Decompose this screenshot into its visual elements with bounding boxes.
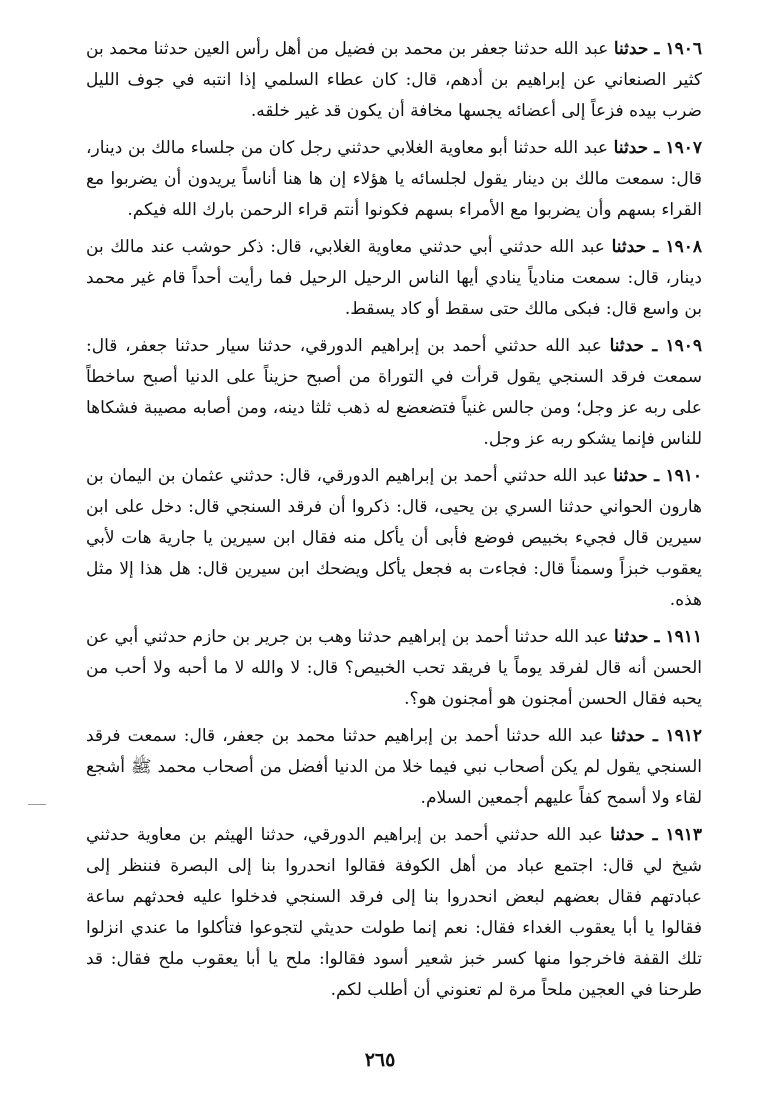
paragraph-text: عبد الله حدثنا أبو معاوية الغلابي حدثني رجل كان من جلساء مالك بن دينار، قال: سمعت مالك بن دينار يقول لجلسائه يا هؤلاء إن ها هنا أناساً يريدون أن يضربوا مع القراء بسهم وأن يضربوا مع الأمراء بسهم فكونوا أنتم قراء الرحمن بارك الله فيكم. — [86, 138, 702, 220]
paragraph-number: ١٩١٢ — [665, 726, 702, 746]
paragraph-text: عبد الله حدثني أحمد بن إبراهيم الدورقي، قال: حدثني عثمان بن اليمان بن هارون الحواني حدثنا السري بن يحيى، قال: ذكروا أن فرقد السنجي قال: دخل على ابن سيرين قال فجيء بخبيص فوضع فأبى أن يأكل منه فقال ابن سيرين يا جارية هات لأبي يعقوب خبزاً وسمناً قال: فجاءت به فجعل يأكل ويضحك ابن سيرين قال: هل هذا إلا مثل هذه. — [86, 466, 702, 610]
paragraph-number: ١٩٠٦ — [665, 39, 702, 59]
margin-mark — [28, 804, 46, 805]
paragraph-number: ١٩٠٧ — [665, 138, 702, 158]
paragraph-number: ١٩٠٩ — [665, 336, 702, 356]
paragraph-dash: ـ — [644, 825, 666, 845]
paragraph-dash: ـ — [648, 39, 666, 59]
paragraph-1911 — [86, 622, 702, 715]
paragraph-dash: ـ — [648, 627, 666, 647]
paragraph-1912 — [86, 721, 702, 814]
paragraph-1906 — [86, 34, 702, 127]
paragraph-dash: ـ — [645, 726, 666, 746]
paragraph-text: عبد الله حدثنا جعفر بن محمد بن فضيل من أهل رأس العين حدثنا محمد بن كثير الصنعاني عن إبراهيم بن أدهم، قال: كان عطاء السلمي إذا انتبه في جوف الليل ضرب بيده فزعاً إلى أعضائه يجسها مخافة أن يكون قد غير خلقه. — [86, 39, 702, 121]
paragraph-1909 — [86, 331, 702, 455]
paragraph-text: عبد الله حدثني أحمد بن إبراهيم الدورقي، حدثنا سيار حدثنا جعفر، قال: سمعت فرقد السنجي يقول قرأت في التوراة من أصبح حزيناً على الدنيا أصبح ساخطاً على ربه عز وجل؛ ومن جالس غنياً فتضعضع له ذهب ثلثا دينه، ومن أصابه مصيبة فشكاها للناس فإنما يشكو ربه عز وجل. — [86, 336, 702, 449]
paragraph-text: عبد الله حدثني أبي حدثني معاوية الغلابي، قال: ذكر حوشب عند مالك بن دينار، قال: سمعت منادياً ينادي أيها الناس الرحيل الرحيل فما رأيت أحداً قام غير محمد بن واسع قال: فبكى مالك حتى سقط أو كاد يسقط. — [86, 237, 702, 319]
haddathana-keyword: حدثنا — [613, 466, 648, 486]
paragraph-text: عبد الله حدثنا أحمد بن إبراهيم حدثنا محمد بن جعفر، قال: سمعت فرقد السنجي يقول لم يكن أصحاب نبي فيما خلا من الدنيا أفضل من أصحاب محمد ﷺ أشجع لقاء ولا أسمح كفاً عليهم أجمعين السلام. — [86, 726, 702, 808]
paragraph-text: عبد الله حدثنا أحمد بن إبراهيم حدثنا وهب بن جرير بن حازم حدثني أبي عن الحسن أنه قال لفرقد يوماً يا فريقد تحب الخبيص؟ قال: لا والله لا ما أحبه ولا أحب من يحبه فقال الحسن أمجنون هو أمجنون هو؟. — [86, 627, 702, 709]
haddathana-keyword: حدثنا — [609, 336, 645, 356]
haddathana-keyword: حدثنا — [613, 39, 649, 59]
paragraph-number: ١٩١١ — [665, 627, 702, 647]
paragraph-1908 — [86, 232, 702, 325]
paragraph-1913 — [86, 820, 702, 1006]
paragraph-dash: ـ — [647, 466, 666, 486]
paragraph-1910 — [86, 461, 702, 616]
page-number: ٢٦٥ — [364, 1049, 396, 1071]
paragraph-number: ١٩١٠ — [665, 466, 702, 486]
paragraph-dash: ـ — [648, 138, 666, 158]
haddathana-keyword: حدثنا — [611, 237, 647, 257]
paragraph-number: ١٩٠٨ — [665, 237, 702, 257]
paragraph-number: ١٩١٣ — [665, 825, 702, 845]
haddathana-keyword: حدثنا — [613, 138, 649, 158]
paragraph-dash: ـ — [644, 336, 666, 356]
haddathana-keyword: حدثنا — [610, 825, 645, 845]
paragraph-dash: ـ — [646, 237, 666, 257]
document-page — [86, 34, 702, 1012]
haddathana-keyword: حدثنا — [610, 726, 646, 746]
paragraph-1907 — [86, 133, 702, 226]
haddathana-keyword: حدثنا — [614, 627, 649, 647]
paragraph-text: عبد الله حدثني أحمد بن إبراهيم الدورقي، حدثنا الهيثم بن معاوية حدثني شيخ لي قال: اجتمع عباد من أهل الكوفة فقالوا انحدروا بنا إلى البصرة فننظر إلى عبادتهم فقال بعضهم لبعض انحدروا بنا إلى فرقد السنجي فدخلوا عليه فحدثهم ساعة فقالوا يا أبا يعقوب الغداء فقال: نعم إنما طولت حديثي لتجوعوا فتأكلوا ما عندي انزلوا تلك القفة فاخرجوا منها كسر خبز شعير أسود فقالوا: ملح يا أبا يعقوب ملح فقال: قد طرحنا في العجين ملحاً مرة لم تعنوني أن أطلب لكم. — [86, 825, 702, 1000]
